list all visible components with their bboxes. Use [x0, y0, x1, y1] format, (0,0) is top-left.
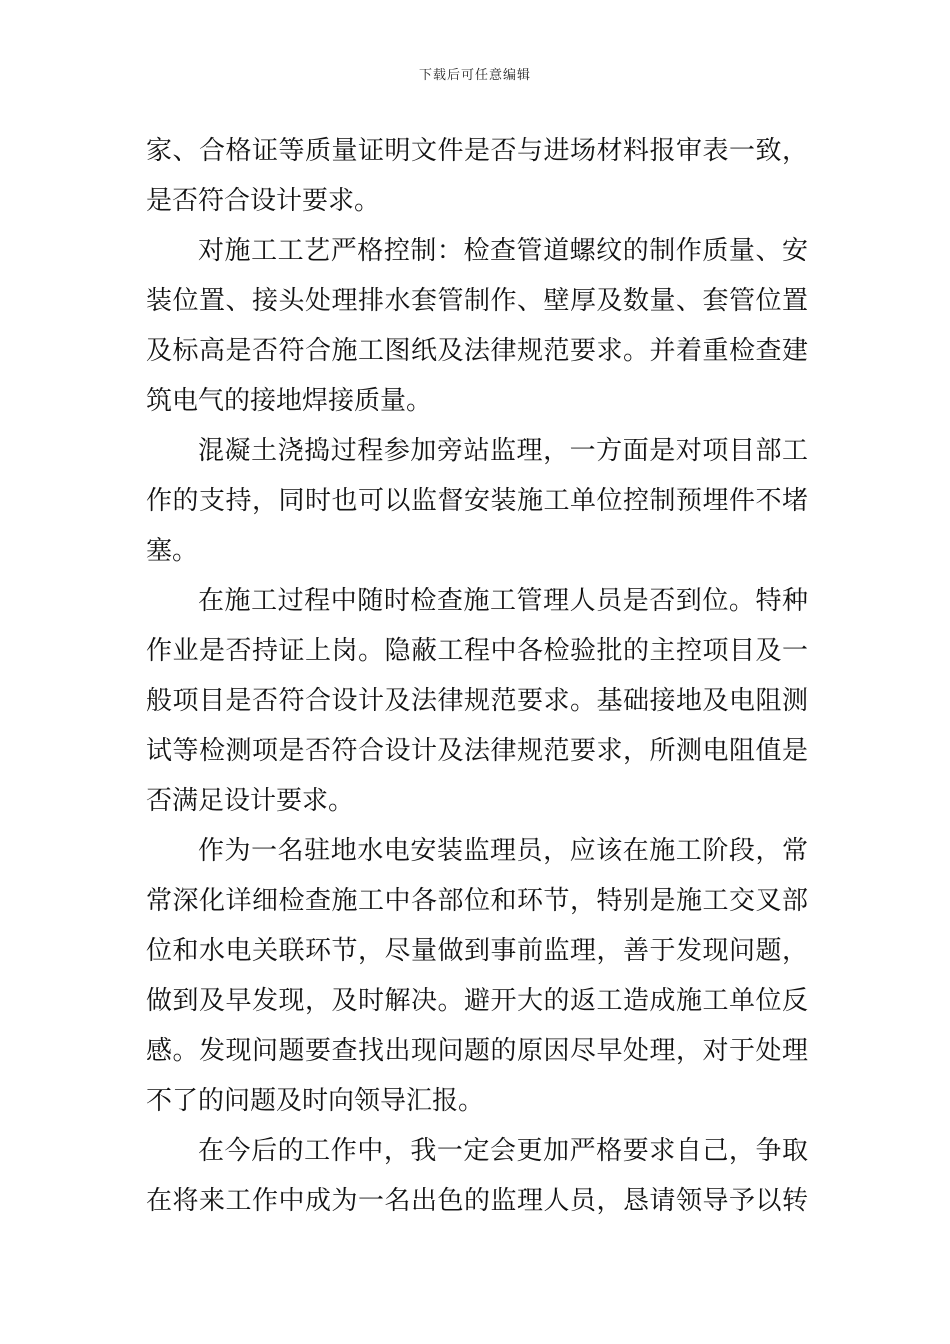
- text-line: 试等检测项是否符合设计及法律规范要求，所测电阻值是: [146, 736, 808, 766]
- text-line: 在施工过程中随时检查施工管理人员是否到位。特种: [198, 586, 808, 616]
- text-line: 筑电气的接地焊接质量。: [146, 386, 433, 416]
- text-line: 感。发现问题要查找出现问题的原因尽早处理，对于处理: [146, 1036, 808, 1066]
- text-line: 在将来工作中成为一名出色的监理人员，恳请领导予以转: [146, 1186, 808, 1216]
- paragraph: [146, 426, 808, 576]
- text-line: 常深化详细检查施工中各部位和环节，特别是施工交叉部: [146, 886, 808, 916]
- paragraph: [146, 826, 808, 1126]
- text-line: 塞。: [146, 536, 199, 566]
- paragraph: [146, 1126, 808, 1226]
- text-line: 作的支持，同时也可以监督安装施工单位控制预埋件不堵: [146, 486, 808, 516]
- text-line: 家、合格证等质量证明文件是否与进场材料报审表一致，: [146, 136, 808, 166]
- text-line: 对施工工艺严格控制：检查管道螺纹的制作质量、安: [198, 236, 808, 266]
- paragraph: [146, 126, 808, 226]
- text-line: 做到及早发现，及时解决。避开大的返工造成施工单位反: [146, 986, 808, 1016]
- text-line: 在今后的工作中，我一定会更加严格要求自己，争取: [198, 1136, 808, 1166]
- paragraph: [146, 226, 808, 426]
- paragraph: [146, 576, 808, 826]
- text-line: 不了的问题及时向领导汇报。: [146, 1086, 485, 1116]
- header-note: 下载后可任意编辑: [418, 68, 531, 83]
- text-line: 作为一名驻地水电安装监理员，应该在施工阶段，常: [198, 836, 808, 866]
- text-line: 及标高是否符合施工图纸及法律规范要求。并着重检查建: [146, 336, 808, 366]
- text-line: 是否符合设计要求。: [146, 186, 381, 216]
- text-line: 作业是否持证上岗。隐蔽工程中各检验批的主控项目及一: [146, 636, 808, 666]
- text-line: 装位置、接头处理排水套管制作、壁厚及数量、套管位置: [146, 286, 808, 316]
- text-line: 混凝土浇捣过程参加旁站监理，一方面是对项目部工: [198, 436, 808, 466]
- text-line: 否满足设计要求。: [146, 786, 355, 816]
- document-body: [146, 126, 808, 1226]
- text-line: 般项目是否符合设计及法律规范要求。基础接地及电阻测: [146, 686, 808, 716]
- text-line: 位和水电关联环节，尽量做到事前监理，善于发现问题，: [146, 936, 808, 966]
